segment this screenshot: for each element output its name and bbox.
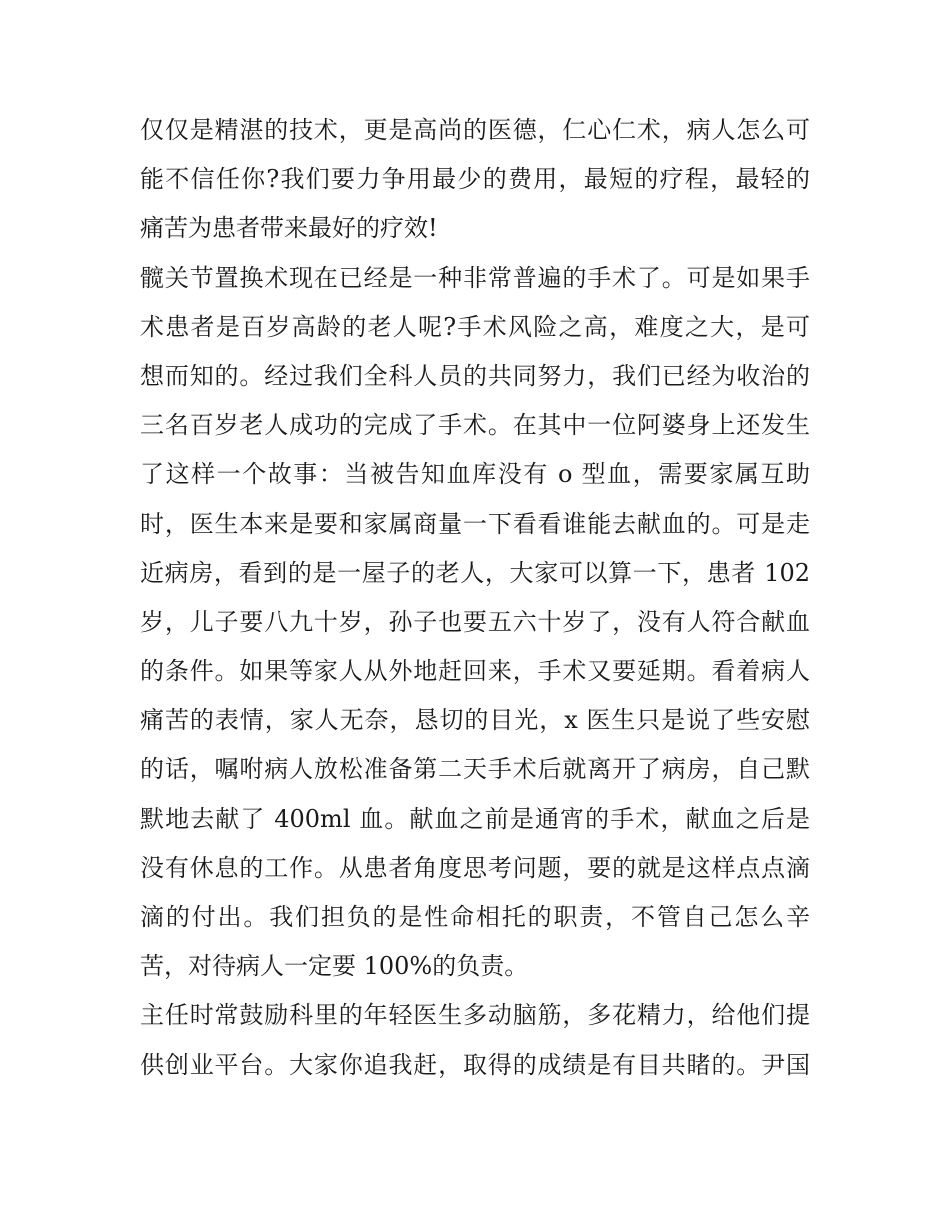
text-line: 没有休息的工作。从患者角度思考问题，要的就是这样点点滴 (140, 853, 810, 882)
text-line: 滴的付出。我们担负的是性命相托的职责，不管自己怎么辛 (140, 903, 810, 931)
text-line: 供创业平台。大家你追我赶，取得的成绩是有目共睹的。尹国 (140, 1050, 810, 1079)
text-line: 术患者是百岁高龄的老人呢?手术风险之高，难度之大，是可 (140, 312, 810, 341)
text-line: 默地去献了 400ml 血。献血之前是通宵的手术，献血之后是 (140, 804, 810, 833)
text-line: 能不信任你?我们要力争用最少的费用，最短的疗程，最轻的 (140, 165, 810, 194)
text-line: 近病房，看到的是一屋子的老人，大家可以算一下，患者 102 (140, 558, 810, 587)
text-line: 时，医生本来是要和家属商量一下看看谁能去献血的。可是走 (140, 509, 810, 538)
text-line: 的话，嘱咐病人放松准备第二天手术后就离开了病房，自己默 (140, 755, 810, 784)
text-line: 想而知的。经过我们全科人员的共同努力，我们已经为收治的 (140, 361, 810, 390)
text-line: 痛苦为患者带来最好的疗效! (140, 214, 438, 243)
text-line: 苦，对待病人一定要 100%的负责。 (140, 952, 529, 981)
document-body (140, 106, 820, 1090)
text-line: 仅仅是精湛的技术，更是高尚的医德，仁心仁术，病人怎么可 (140, 116, 810, 144)
text-line: 主任时常鼓励科里的年轻医生多动脑筋，多花精力，给他们提 (140, 1001, 810, 1030)
text-line: 的条件。如果等家人从外地赶回来，手术又要延期。看着病人 (140, 657, 810, 686)
text-line: 痛苦的表情，家人无奈，恳切的目光，x 医生只是说了些安慰 (140, 706, 810, 735)
text-line: 了这样一个故事：当被告知血库没有 o 型血，需要家属互助 (140, 460, 810, 489)
text-line: 三名百岁老人成功的完成了手术。在其中一位阿婆身上还发生 (140, 411, 810, 440)
text-line: 髋关节置换术现在已经是一种非常普遍的手术了。可是如果手 (140, 263, 810, 292)
text-line: 岁，儿子要八九十岁，孙子也要五六十岁了，没有人符合献血 (140, 607, 810, 636)
